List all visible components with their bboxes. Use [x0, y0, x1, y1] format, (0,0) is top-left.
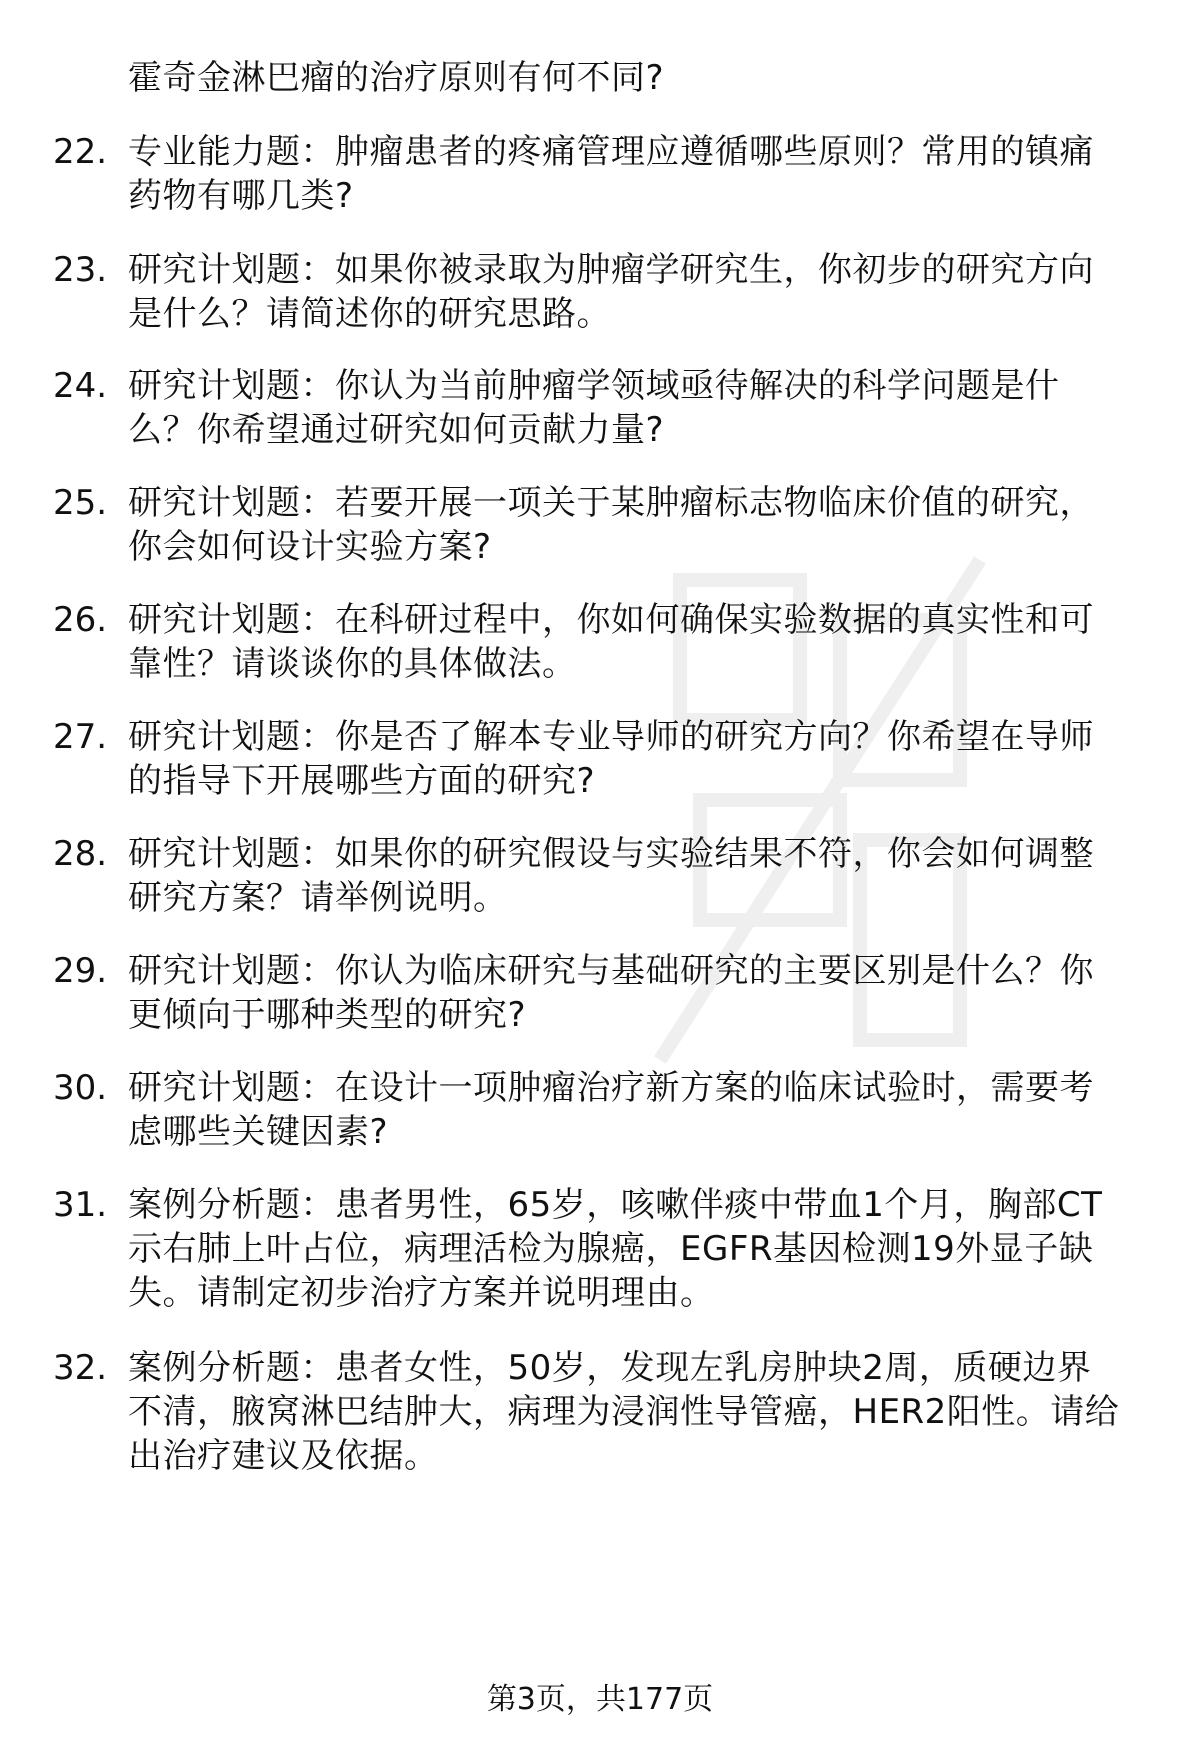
question-text-line: 出治疗建议及依据。 [128, 1436, 439, 1476]
question-number: 24. [53, 366, 108, 406]
question-text-line: 研究计划题：你认为当前肿瘤学领域亟待解决的科学问题是什 [128, 366, 1060, 406]
question-text-line: 研究计划题：你是否了解本专业导师的研究方向？你希望在导师 [128, 717, 1094, 757]
question-text-line: 专业能力题：肿瘤患者的疼痛管理应遵循哪些原则？常用的镇痛 [128, 132, 1094, 172]
question-number: 22. [53, 132, 108, 172]
question-number: 32. [53, 1348, 108, 1388]
question-text-line: 研究方案？请举例说明。 [128, 878, 508, 918]
question-text-line: 的指导下开展哪些方面的研究? [128, 761, 596, 801]
question-number: 23. [53, 250, 108, 290]
question-number: 26. [53, 600, 108, 640]
question-text-line: 么？你希望通过研究如何贡献力量? [128, 410, 665, 450]
question-text-line: 案例分析题：患者男性，65岁，咳嗽伴痰中带血1个月，胸部CT [128, 1185, 1103, 1225]
question-text-line: 虑哪些关键因素? [128, 1112, 389, 1152]
question-text-line: 案例分析题：患者女性，50岁，发现左乳房肿块2周，质硬边界 [128, 1348, 1092, 1388]
question-text-line: 研究计划题：如果你被录取为肿瘤学研究生，你初步的研究方向 [128, 250, 1094, 290]
question-text-line: 你会如何设计实验方案? [128, 527, 492, 567]
question-text-line: 研究计划题：在设计一项肿瘤治疗新方案的临床试验时，需要考 [128, 1068, 1094, 1108]
question-number: 27. [53, 717, 108, 757]
page-footer: 第3页，共177页 [486, 1682, 714, 1717]
question-text-line: 靠性？请谈谈你的具体做法。 [128, 644, 577, 684]
continuation-line: 霍奇金淋巴瘤的治疗原则有何不同? [128, 58, 665, 98]
question-number: 25. [53, 483, 108, 523]
question-text-line: 示右肺上叶占位，病理活检为腺癌，EGFR基因检测19外显子缺 [128, 1229, 1094, 1269]
question-text-line: 是什么？请简述你的研究思路。 [128, 294, 611, 334]
question-text-line: 研究计划题：如果你的研究假设与实验结果不符，你会如何调整 [128, 834, 1094, 874]
question-text-line: 药物有哪几类? [128, 176, 354, 216]
question-number: 29. [53, 951, 108, 991]
question-number: 31. [53, 1185, 108, 1225]
question-text-line: 研究计划题：若要开展一项关于某肿瘤标志物临床价值的研究， [128, 483, 1094, 523]
question-number: 28. [53, 834, 108, 874]
question-text-line: 更倾向于哪种类型的研究? [128, 995, 527, 1035]
question-text-line: 失。请制定初步治疗方案并说明理由。 [128, 1273, 715, 1313]
question-text-line: 不清，腋窝淋巴结肿大，病理为浸润性导管癌，HER2阳性。请给 [128, 1392, 1120, 1432]
question-number: 30. [53, 1068, 108, 1108]
question-text-line: 研究计划题：你认为临床研究与基础研究的主要区别是什么？你 [128, 951, 1094, 991]
question-text-line: 研究计划题：在科研过程中，你如何确保实验数据的真实性和可 [128, 600, 1094, 640]
